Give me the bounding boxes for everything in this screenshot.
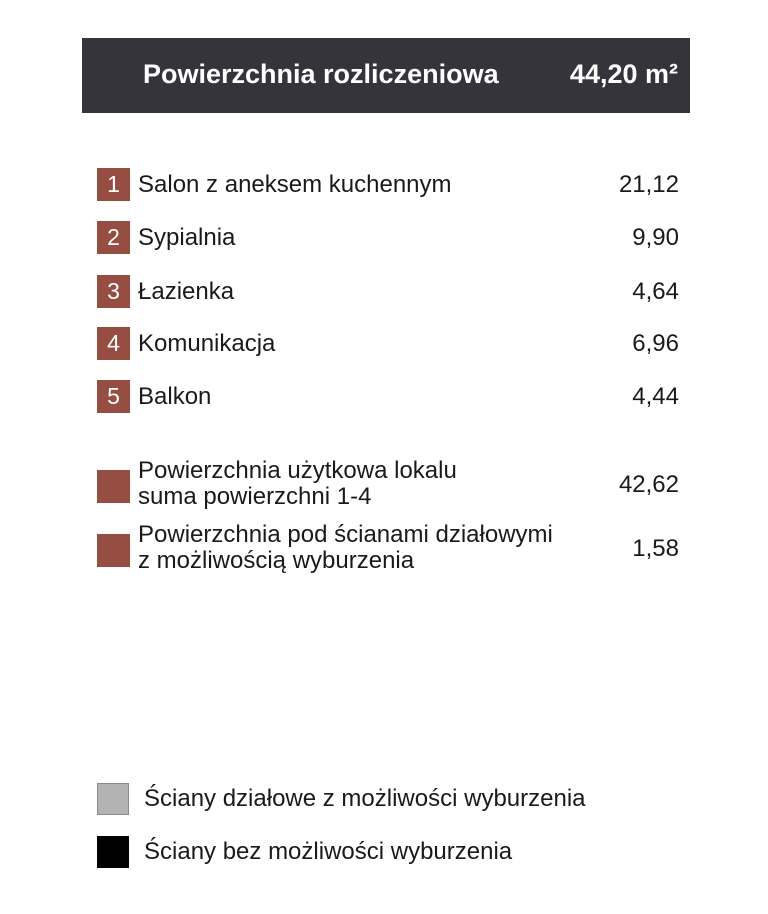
summary-label-line: Powierzchnia użytkowa lokalu bbox=[138, 457, 457, 484]
room-number-badge: 2 bbox=[97, 221, 130, 254]
room-area: 4,64 bbox=[632, 278, 679, 305]
room-number-badge: 5 bbox=[97, 380, 130, 413]
header-title: Powierzchnia rozliczeniowa bbox=[143, 59, 499, 89]
summary-label bbox=[138, 458, 457, 510]
room-area: 9,90 bbox=[632, 224, 679, 251]
gray-swatch bbox=[97, 783, 129, 815]
room-number-badge: 1 bbox=[97, 168, 130, 201]
accent-swatch bbox=[97, 534, 130, 567]
room-area: 6,96 bbox=[632, 330, 679, 357]
legend-label: Ściany bez możliwości wyburzenia bbox=[144, 838, 513, 865]
usable-area-summary bbox=[97, 458, 679, 514]
room-row bbox=[97, 275, 679, 309]
room-name: Komunikacja bbox=[138, 330, 276, 357]
room-name: Łazienka bbox=[138, 278, 235, 305]
room-row bbox=[97, 221, 679, 255]
room-name: Salon z aneksem kuchennym bbox=[138, 171, 452, 198]
area-header bbox=[82, 38, 690, 113]
summary-label bbox=[138, 522, 553, 574]
room-area: 4,44 bbox=[632, 383, 679, 410]
legend-item-permanent-walls bbox=[97, 836, 697, 870]
black-swatch bbox=[97, 836, 129, 868]
room-area: 21,12 bbox=[618, 171, 679, 198]
summary-label-line: suma powierzchni 1-4 bbox=[138, 483, 372, 510]
legend-label: Ściany działowe z możliwości wyburzenia bbox=[144, 785, 586, 812]
legend-item-removable-walls bbox=[97, 783, 697, 817]
summary-value: 42,62 bbox=[618, 471, 679, 498]
room-row bbox=[97, 168, 679, 202]
summary-label-line: z możliwością wyburzenia bbox=[138, 547, 415, 574]
room-name: Balkon bbox=[138, 383, 212, 410]
room-name: Sypialnia bbox=[138, 224, 236, 251]
room-number-badge: 3 bbox=[97, 275, 130, 308]
room-number-badge: 4 bbox=[97, 327, 130, 360]
summary-value: 1,58 bbox=[632, 535, 679, 562]
wall-area-summary bbox=[97, 522, 679, 578]
room-row bbox=[97, 380, 679, 414]
summary-label-line: Powierzchnia pod ścianami działowymi bbox=[138, 521, 553, 548]
room-row bbox=[97, 327, 679, 361]
header-total-area: 44,20 m² bbox=[569, 59, 678, 89]
accent-swatch bbox=[97, 470, 130, 503]
